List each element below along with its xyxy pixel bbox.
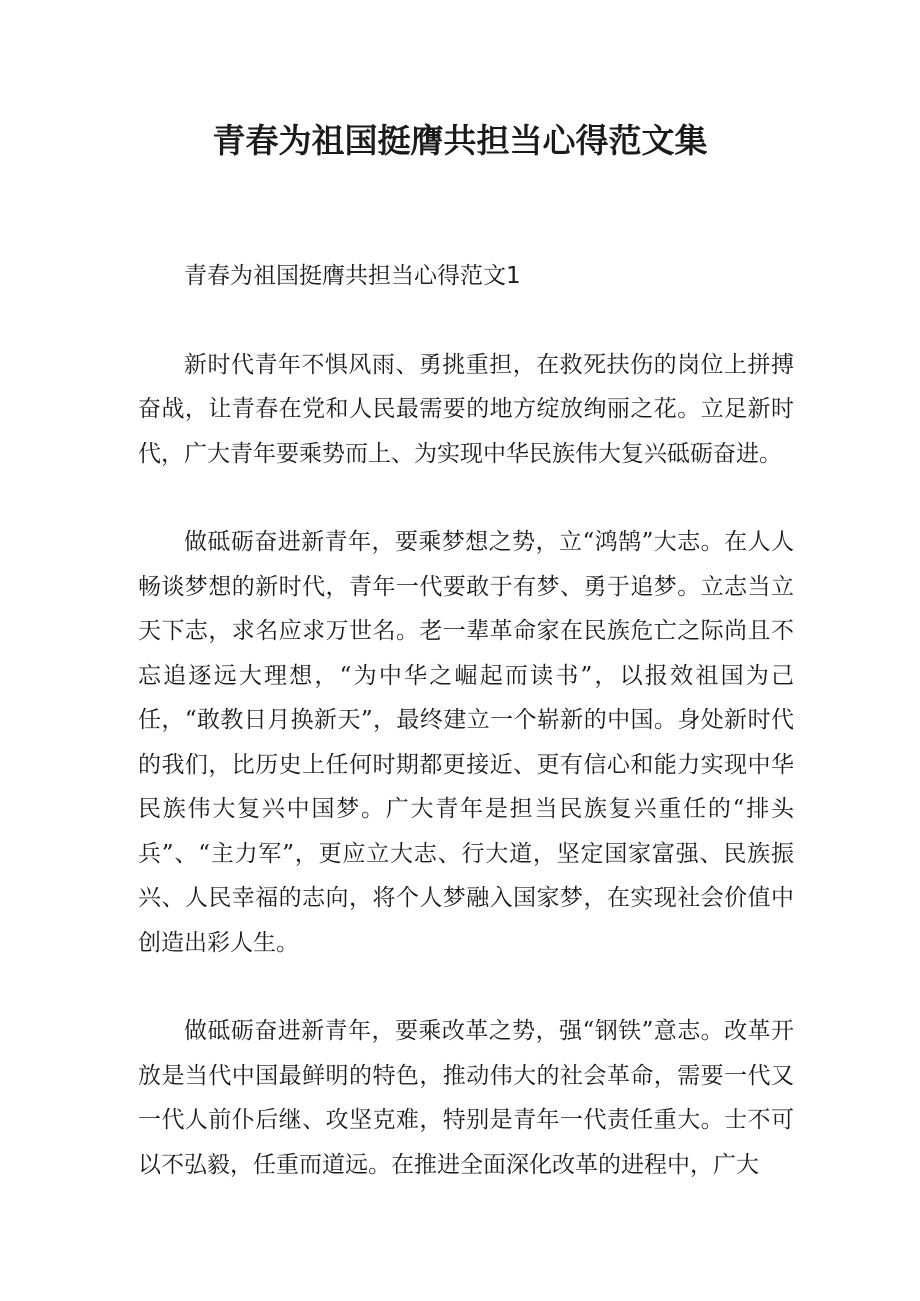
document-body: [138, 254, 794, 1231]
section-heading: 青春为祖国挺膺共担当心得范文1: [184, 263, 521, 289]
document-title: 青春为祖国挺膺共担当心得范文集: [212, 121, 708, 160]
paragraph: 新时代青年不惧风雨、勇挑重担，在救死扶伤的岗位上拼搏奋战，让青春在党和人民最需要的地方绽放绚丽之花。立足新时代，广大青年要乘势而上、为实现中华民族伟大复兴砥砺奋进。: [138, 351, 794, 467]
paragraph: 做砥砺奋进新青年，要乘梦想之势，立“鸿鹄”大志。在人人畅谈梦想的新时代，青年一代要敢于有梦、勇于追梦。立志当立天下志，求名应求万世名。老一辈革命家在民族危亡之际尚且不忘追逐远大理想，“为中华之崛起而读书”，以报效祖国为己任，“敢教日月换新天”，最终建立一个崭新的中国。身处新时代的我们，比历史上任何时期都更接近、更有信心和能力实现中华民族伟大复兴中国梦。广大青年是担当民族复兴重任的“排头兵”、“主力军”，更应立大志、行大道，坚定国家富强、民族振兴、人民幸福的志向，将个人梦融入国家梦，在实现社会价值中创造出彩人生。: [138, 529, 794, 956]
paragraph: 做砥砺奋进新青年，要乘改革之势，强“钢铁”意志。改革开放是当代中国最鲜明的特色，推动伟大的社会革命，需要一代又一代人前仆后继、攻坚克难，特别是青年一代责任重大。士不可以不弘毅，任重而道远。在推进全面深化改革的进程中，广大: [138, 1018, 794, 1178]
